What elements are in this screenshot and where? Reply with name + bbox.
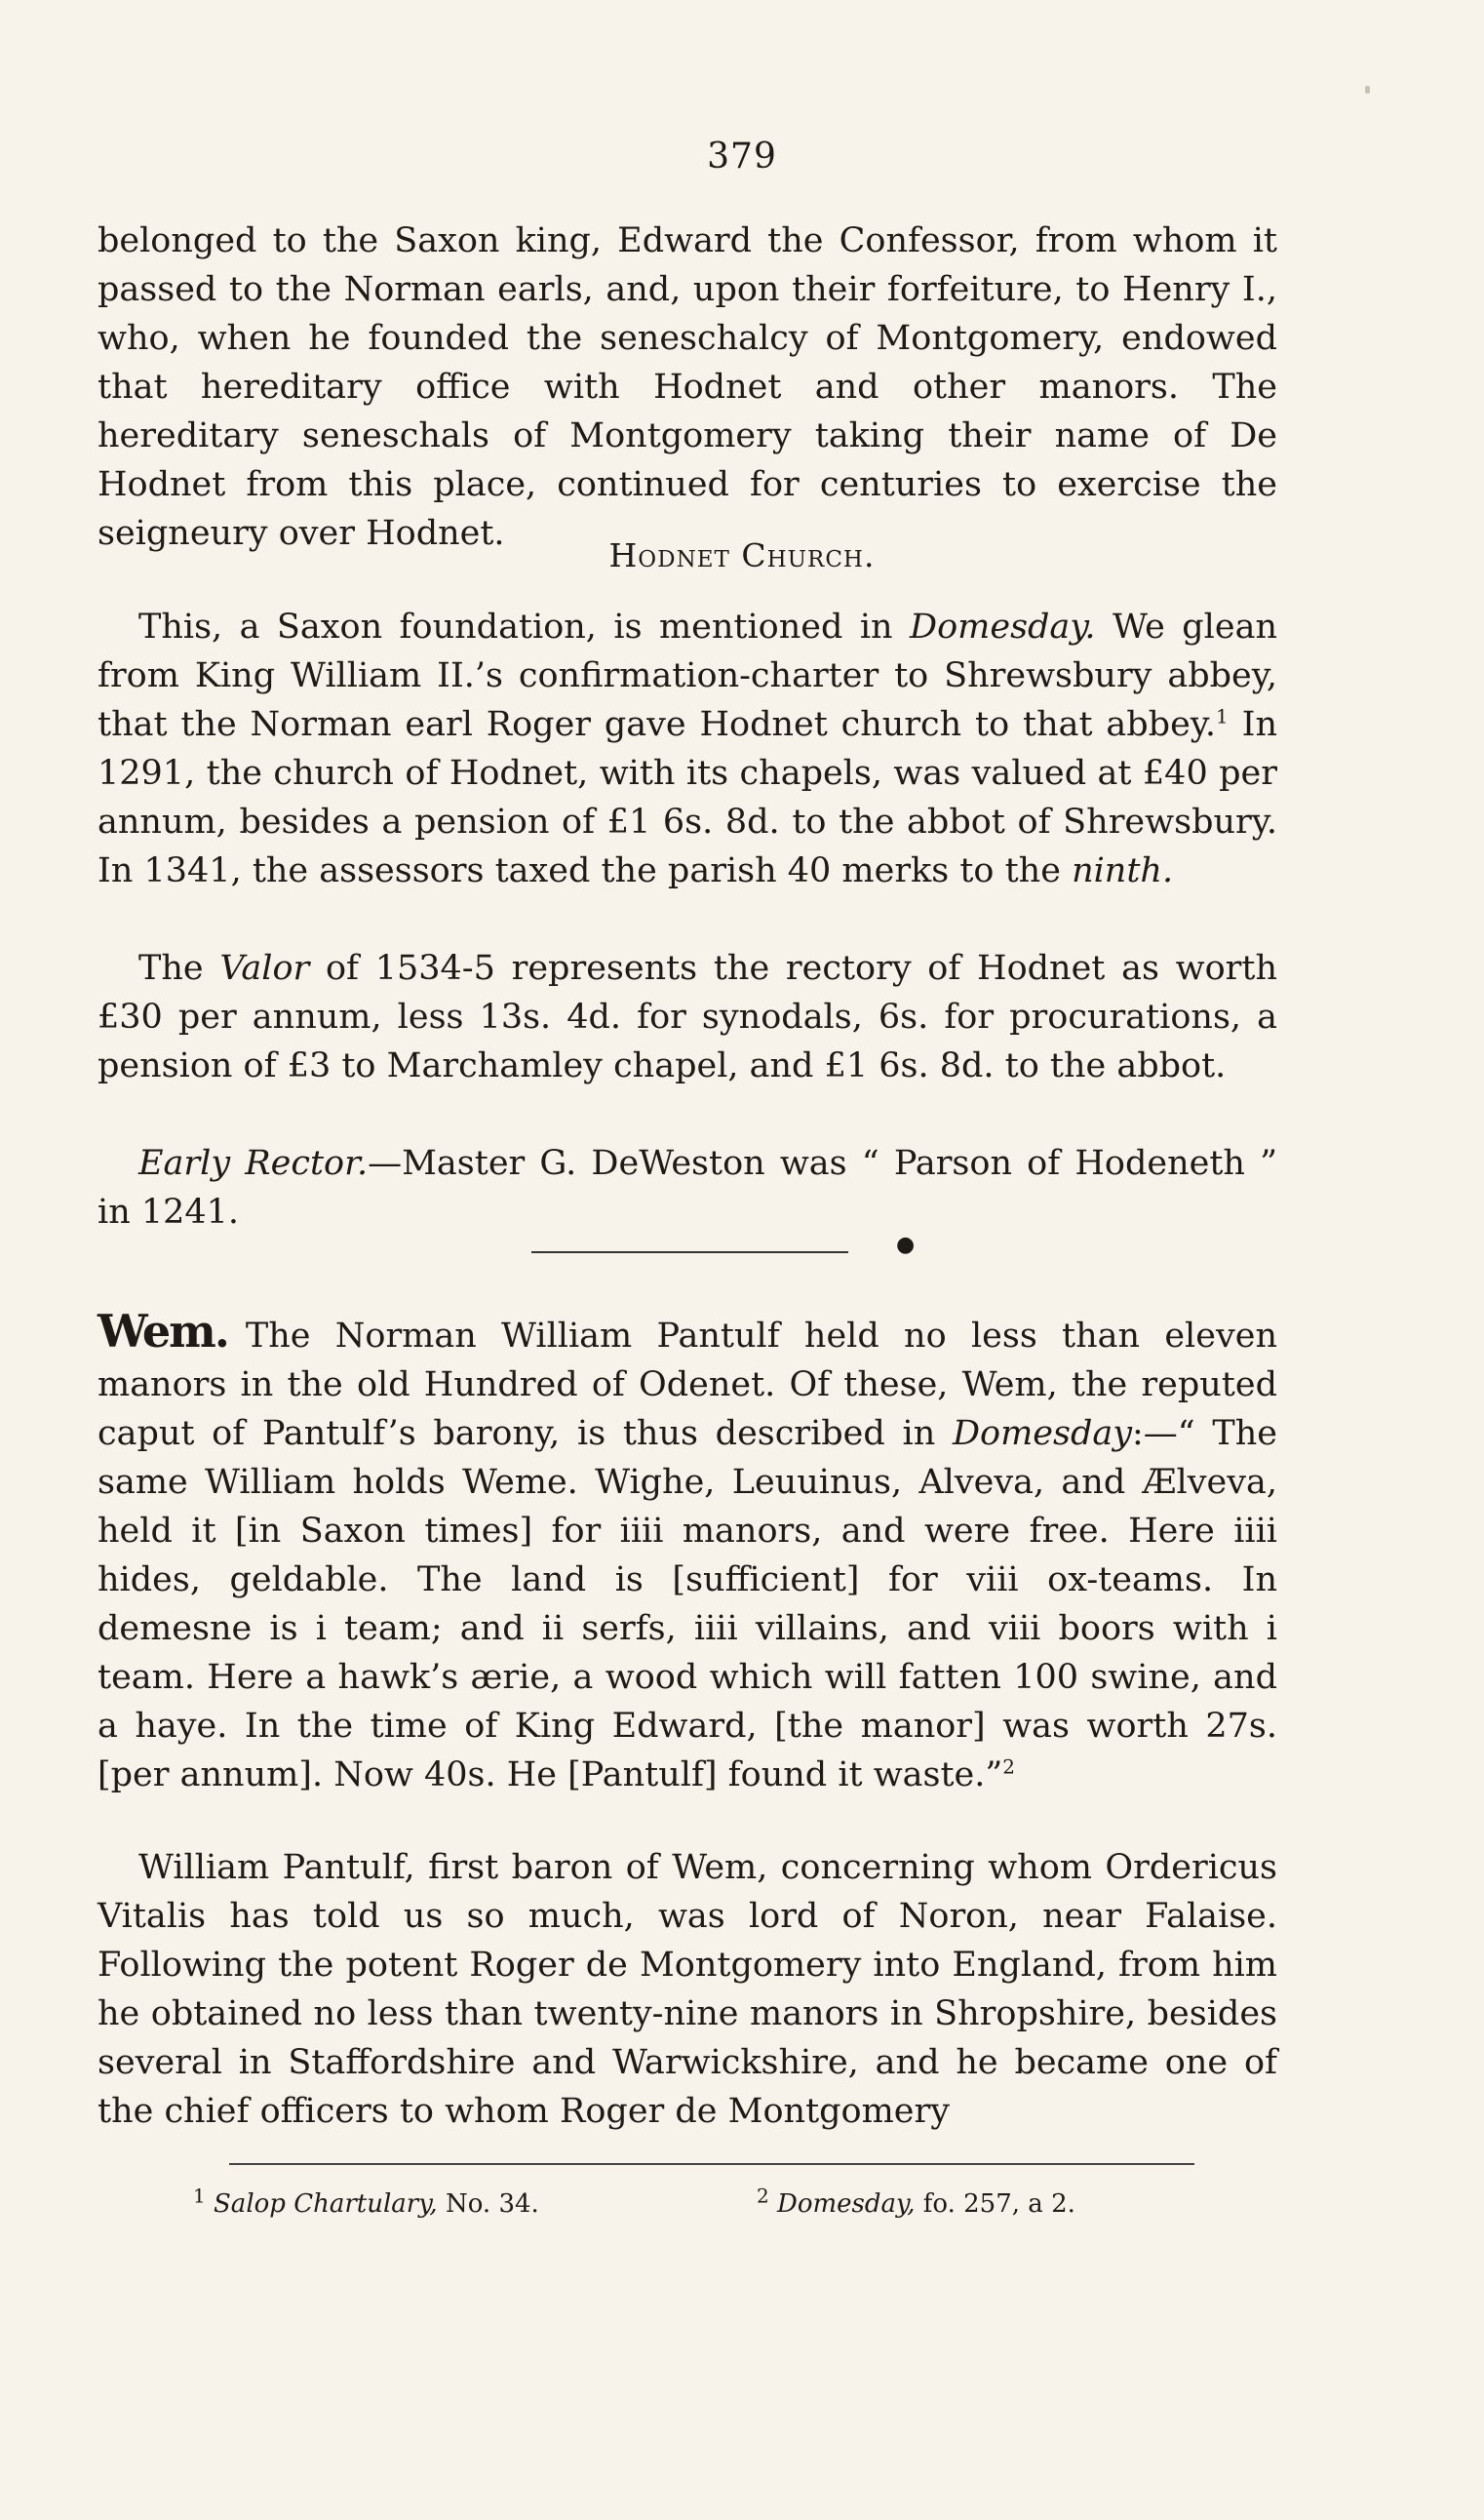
footnote-number: 1 — [193, 2184, 206, 2208]
divider-dot: ● — [896, 1233, 916, 1257]
text-run: We glean from King William II.’s confirmation-charter to Shrewsbury abbey, that the Norman earl Roger gave Hodnet church to that abbey. — [98, 608, 1277, 744]
text-run: The Norman William Pantulf held no less than eleven manors in the old Hundred of Odenet. Of these, Wem, the reputed caput of Pantulf’s barony, is thus described in — [98, 1317, 1277, 1453]
footnote-ref-2: 2 — [1002, 1754, 1016, 1779]
italic-domesday: Domesday — [952, 1414, 1132, 1453]
footnote-1 — [193, 2184, 539, 2219]
paragraph-text: William Pantulf, first baron of Wem, concerning whom Ordericus Vitalis has told us so much, was lord of Noron, near Falaise. Following the potent Roger de Montgomery into England, from him he obtained no less than twenty-nine manors in Shropshire, besides several in Staffordshire and Warwickshire, and he became one of the chief officers to whom Roger de Montgomery — [98, 1848, 1277, 2131]
text-run: The — [138, 949, 220, 988]
section-title-wem: Wem. — [98, 1305, 228, 1358]
text-run: —Master G. DeWeston was “ Parson of Hodeneth ” in 1241. — [98, 1144, 1277, 1232]
footnote-number: 2 — [757, 2184, 769, 2208]
text-run: In 1291, the church of Hodnet, with its chapels, was valued at £40 per annum, besides a pension of £1 6s. 8d. to the abbot of Shrewsbury. In 1341, the assessors taxed the parish 40 merks to the — [98, 705, 1277, 890]
paragraph-wem — [98, 1307, 1277, 1799]
footnote-ref-1: 1 — [1216, 704, 1229, 728]
italic-domesday: Domesday. — [910, 608, 1096, 647]
text-run: :—“ The same William holds Weme. Wighe, Leuuinus, Alveva, and Ælveva, held it [in Saxon times] for iiii manors, and were free. Here iiii hides, geldable. The land is [sufficient] for viii ox-teams. In demesne is i team; and ii serfs, iiii villains, and viii boors with i team. Here a hawk’s ærie, a wood which will fatten 100 swine, and a haye. In the time of King Edward, [the manor] was worth 27s. [per annum]. Now 40s. He [Pantulf] found it waste.” — [98, 1414, 1277, 1794]
paragraph-early-rector — [98, 1139, 1277, 1237]
italic-ninth: ninth. — [1072, 851, 1174, 890]
footnote-source: Domesday, — [777, 2189, 916, 2219]
footnote-source: Salop Chartulary, — [214, 2189, 438, 2219]
footnote-detail: No. 34. — [437, 2189, 539, 2219]
paragraph-church-foundation — [98, 603, 1277, 895]
paragraph-pantulf — [98, 1843, 1277, 2136]
footnote-2 — [757, 2184, 1075, 2219]
page-speck — [1365, 86, 1370, 94]
footnote-divider — [229, 2163, 1194, 2165]
italic-valor: Valor — [219, 949, 310, 988]
paragraph-valor — [98, 944, 1277, 1090]
italic-early-rector: Early Rector. — [138, 1144, 369, 1183]
text-run: This, a Saxon foundation, is mentioned in — [138, 608, 911, 647]
text-run: of 1534-5 represents the rectory of Hodnet as worth £30 per annum, less 13s. 4d. for synodals, 6s. for procurations, a pension of £3 to Marchamley chapel, and £1 6s. 8d. to the abbot. — [98, 949, 1277, 1085]
section-heading-hodnet-church: Hodnet Church. — [608, 536, 876, 574]
footnote-detail: fo. 257, a 2. — [915, 2189, 1075, 2219]
section-divider — [531, 1251, 848, 1253]
paragraph-text: belonged to the Saxon king, Edward the Confessor, from whom it passed to the Norman earls, and, upon their forfeiture, to Henry I., who, when he founded the seneschalcy of Montgomery, endowed that hereditary office with Hodnet and other manors. The hereditary seneschals of Montgomery taking their name of De Hodnet from this place, continued for centuries to exercise the seigneury over Hodnet. — [98, 221, 1277, 553]
page-number: 379 — [707, 137, 777, 177]
paragraph-seigneury — [98, 217, 1277, 558]
